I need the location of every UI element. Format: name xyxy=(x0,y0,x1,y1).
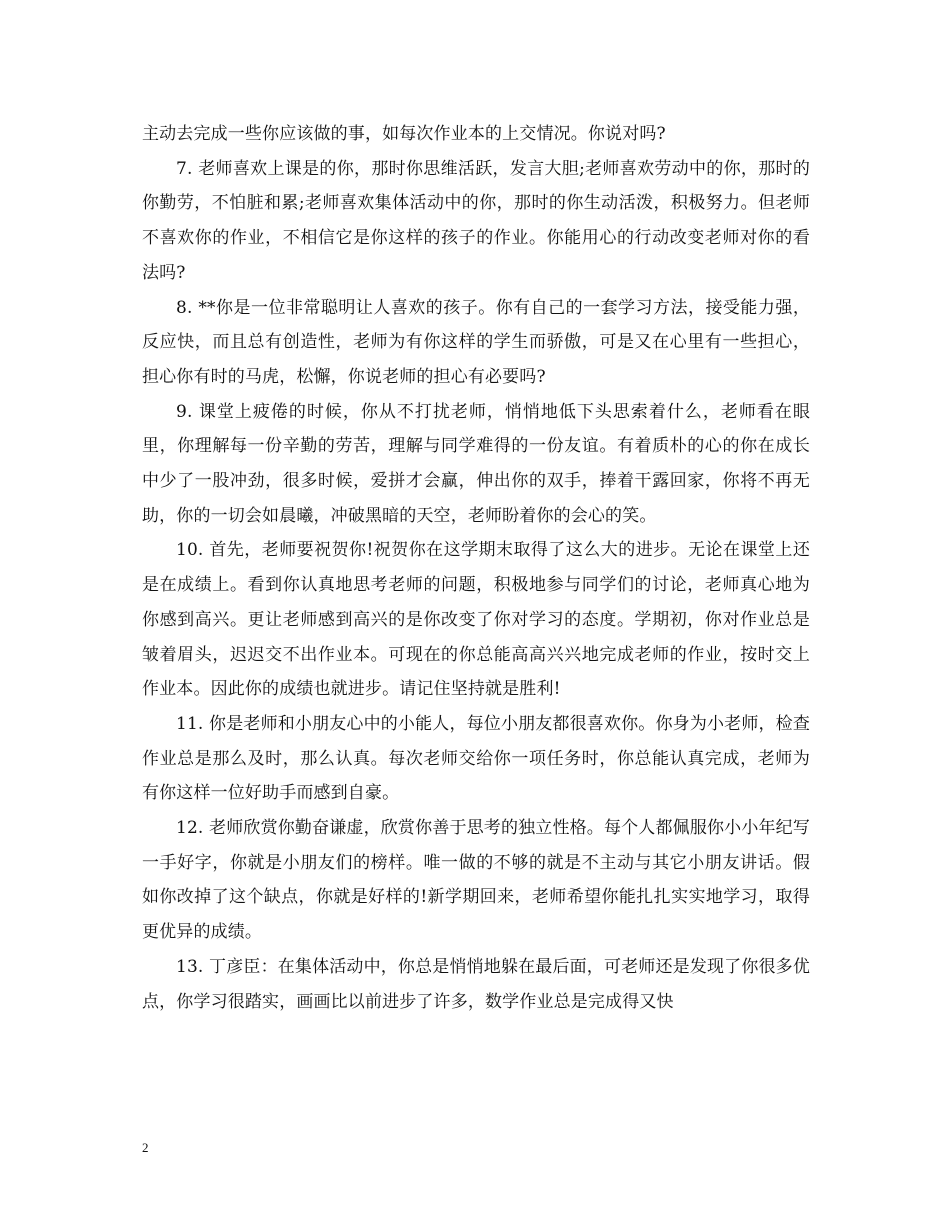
paragraph-comment-8: 8. **你是一位非常聪明让人喜欢的孩子。你有自己的一套学习方法，接受能力强，反应快，而且总有创造性，老师为有你这样的学生而骄傲，可是又在心里有一些担心，担心你有时的马虎，松懈，你说老师的担心有必要吗? xyxy=(142,297,810,387)
paragraph-comment-11: 11. 你是老师和小朋友心中的小能人，每位小朋友都很喜欢你。你身为小老师，检查作业总是那么及时，那么认真。每次老师交给你一项任务时，你总能认真完成，老师为有你这样一位好助手而感到自豪。 xyxy=(142,713,810,804)
paragraph-comment-10: 10. 首先，老师要祝贺你!祝贺你在这学期末取得了这么大的进步。无论在课堂上还是在成绩上。看到你认真地思考老师的问题，积极地参与同学们的讨论，老师真心地为你感到高兴。更让老师感到高兴的是你改变了你对学习的态度。学期初，你对作业总是皱着眉头，迟迟交不出作业本。可现在的你总能高高兴兴地完成老师的作业，按时交上作业本。因此你的成绩也就进步。请记住坚持就是胜利! xyxy=(142,540,810,700)
paragraph-comment-13: 13. 丁彦臣：在集体活动中，你总是悄悄地躲在最后面，可老师还是发现了你很多优点，你学习很踏实，画画比以前进步了许多，数学作业总是完成得又快 xyxy=(142,956,810,1012)
paragraph-comment-7: 7. 老师喜欢上课是的你，那时你思维活跃，发言大胆;老师喜欢劳动中的你，那时的你勤劳，不怕脏和累;老师喜欢集体活动中的你，那时的你生动活泼，积极努力。但老师不喜欢你的作业，不相信它是你这样的孩子的作业。你能用心的行动改变老师对你的看法吗? xyxy=(142,158,810,283)
page-number: 2 xyxy=(142,1140,149,1155)
paragraph-continuation: 主动去完成一些你应该做的事，如每次作业本的上交情况。你说对吗? xyxy=(142,124,666,144)
paragraph-comment-12: 12. 老师欣赏你勤奋谦虚，欣赏你善于思考的独立性格。每个人都佩服你小小年纪写一手好字，你就是小朋友们的榜样。唯一做的不够的就是不主动与其它小朋友讲话。假如你改掉了这个缺点，你就是好样的!新学期回来，老师希望你能扎扎实实地学习，取得更优异的成绩。 xyxy=(142,818,810,943)
document-body xyxy=(142,117,810,1019)
paragraph-comment-9: 9. 课堂上疲倦的时候，你从不打扰老师，悄悄地低下头思索着什么，老师看在眼里，你理解每一份辛勤的劳苦，理解与同学难得的一份友谊。有着质朴的心的你在成长中少了一股冲劲，很多时候，爱拼才会赢，伸出你的双手，捧着干露回家，你将不再无助，你的一切会如晨曦，冲破黑暗的天空，老师盼着你的会心的笑。 xyxy=(142,401,810,526)
